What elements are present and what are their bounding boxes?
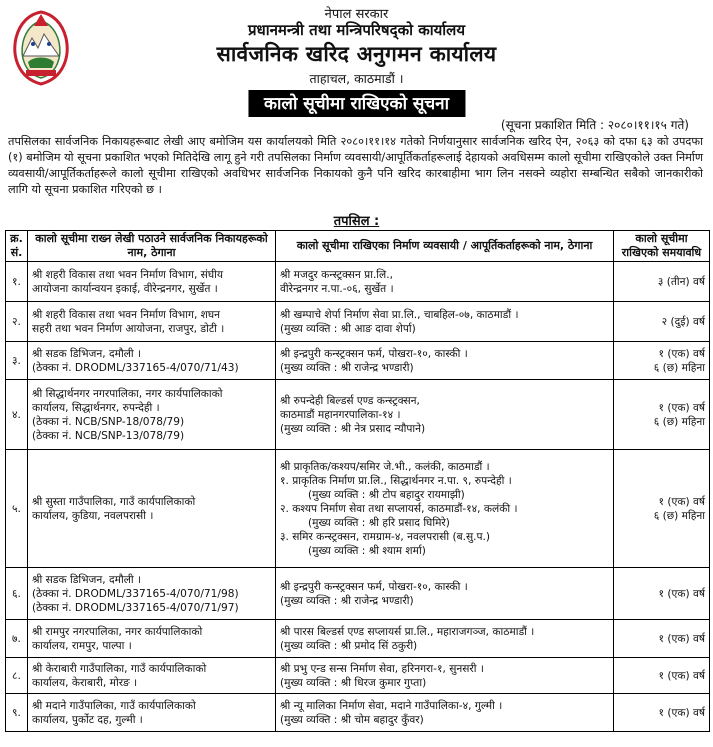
office-address: ताहाचल, काठमाडौं । — [309, 71, 404, 86]
supplier-cell-line: (मुख्य व्यक्ति : श्री प्रमोद सिं ठकुरी) — [280, 639, 418, 652]
public-entity-cell — [28, 450, 276, 568]
serial-number-cell: ५. — [6, 450, 28, 568]
public-entity-cell-line: श्री रामपुर नगरपालिका, नगर कार्यपालिकाको — [32, 625, 203, 638]
public-entity-cell — [28, 694, 276, 732]
public-entity-cell-line: श्री शहरी विकास तथा भवन निर्माण विभाग, संघीय — [32, 268, 223, 281]
period-cell — [614, 658, 710, 694]
public-entity-cell — [28, 342, 276, 380]
serial-number-cell: ३. — [6, 342, 28, 380]
public-entity-cell-line: (ठेक्का नं. DRODML/337165-4/070/71/98) — [32, 587, 239, 600]
table-row — [6, 658, 710, 694]
serial-number-cell: २. — [6, 302, 28, 342]
serial-number-cell: ४. — [6, 380, 28, 450]
period-cell — [614, 694, 710, 732]
period-cell-line: १ (एक) वर्ष — [658, 669, 705, 682]
public-entity-cell-line: कार्यालय, केराबारी, मोरङ । — [32, 676, 138, 689]
period-cell-line: २ (दुई) वर्ष — [661, 315, 705, 328]
public-entity-cell-line: कार्यालय, कुडिया, नवलपरासी । — [32, 509, 154, 522]
public-entity-cell-line: श्री मदाने गाउँपालिका, गाउँ कार्यपालिकाको — [32, 699, 196, 712]
supplier-cell — [276, 620, 614, 658]
supplier-cell — [276, 694, 614, 732]
supplier-cell — [276, 380, 614, 450]
public-entity-cell-line: सहरी तथा भवन निर्माण आयोजना, राजपुर, डोटी । — [32, 322, 225, 335]
supplier-cell-line: श्री प्रभु एन्ड सन्स निर्माण सेवा, हरिनगरा-१, सुनसरी । — [280, 662, 484, 675]
supplier-cell-line: (मुख्य व्यक्ति : श्री हरि प्रसाद घिमिरे) — [308, 516, 450, 529]
supplier-cell-line: वीरेन्द्रनगर न.पा.-०६, सुर्खेत । — [280, 282, 394, 295]
period-cell — [614, 568, 710, 620]
supplier-cell — [276, 568, 614, 620]
table-row — [6, 694, 710, 732]
supplier-cell-line: (मुख्य व्यक्ति : श्री श्याम शर्मा) — [308, 544, 426, 557]
public-entity-cell-line: आयोजना कार्यान्वयन इकाई, वीरेन्द्रनगर, सुर्खेत । — [32, 282, 218, 295]
period-cell — [614, 620, 710, 658]
supplier-cell-line: (मुख्य व्यक्ति : श्री राजेन्द्र भण्डारी) — [280, 594, 414, 607]
tapasil-heading: तपसिल : — [333, 214, 380, 229]
table-row — [6, 302, 710, 342]
public-entity-cell-line: श्री शहरी विकास तथा भवन निर्माण विभाग, शघन — [32, 308, 221, 321]
public-entity-cell — [28, 262, 276, 302]
supplier-cell-line: श्री इन्द्रपुरी कन्स्ट्रक्सन फर्म, पोखरा-१०, कास्की । — [280, 347, 468, 360]
supplier-cell-line: १. प्राकृतिक निर्माण प्रा.लि., सिद्धार्थनगर न.पा. ९, रुपन्देही । — [280, 474, 512, 487]
header-supplier: कालो सूचीमा राखिएका निर्माण व्यवसायी / आपूर्तिकर्ताहरूको नाम, ठेगाना — [276, 231, 614, 262]
public-entity-cell — [28, 568, 276, 620]
supplier-cell-line: श्री रुपन्देही बिल्डर्स एण्ड कन्स्ट्रक्सन, — [280, 394, 420, 407]
intro-paragraph: तपसिलका सार्वजनिक निकायहरूबाट लेखी आए बमोजिम यस कार्यालयको मिति २०८०।११।१४ गतेको निर्णयानुसार सार्वजनिक खरिद ऐन, २०६३ को दफा ६३ को उपदफा (१) बमोजिम यो सूचना प्रकाशित भएको मितिदेखि लागू हुने गरी तपसिलका निर्माण व्यवसायी/आपूर्तिकर्ताहरूलाई देहायको अवधिसम्म कालो सूचीमा राखिएकोले उक्त निर्माण व्यवसायी/आपूर्तिकर्ताहरूले कालो सूचीमा राखिएको अवधिभर सार्वजनिक निकायको कुनै पनि खरिद कारबाहीमा भाग लिन नसक्ने व्यहोरा सम्बन्धित सबैको जानकारीको लागि यो सूचना प्रकाशित गरिएको छ । — [8, 135, 703, 196]
table-row — [6, 380, 710, 450]
period-cell — [614, 450, 710, 568]
publication-date: (सूचना प्रकाशित मिति : २०८०।११।१५ गते) — [500, 118, 689, 132]
table-row — [6, 450, 710, 568]
supplier-cell-line: (मुख्य व्यक्ति : श्री टोप बहादुर रायमाझी) — [308, 488, 465, 501]
supplier-cell-line: श्री मजदुर कन्स्ट्रक्सन प्रा.लि., — [280, 268, 393, 281]
government-name: नेपाल सरकार — [324, 7, 389, 22]
public-entity-cell-line: (ठेक्का नं. NCB/SNP-18/078/79) — [32, 415, 185, 428]
period-cell — [614, 262, 710, 302]
supplier-cell-line: (मुख्य व्यक्ति : श्री राजेन्द्र भण्डारी) — [280, 361, 414, 374]
supplier-cell-line: श्री इन्द्रपुरी कन्स्ट्रक्सन फर्म, पोखरा-१०, कास्की । — [280, 580, 468, 593]
supplier-cell-line: श्री पारस बिल्डर्स एण्ड सप्लायर्स प्रा.लि., महाराजगञ्ज, काठमाडौं । — [280, 625, 535, 638]
table-header-row — [6, 231, 710, 262]
public-entity-cell-line: (ठेक्का नं. DRODML/337165-4/070/71/97) — [32, 601, 239, 614]
header-public-entity: कालो सूचीमा राख्न लेखी पठाउने सार्वजनिक निकायहरूको नाम, ठेगाना — [28, 231, 276, 262]
period-cell-line: ६ (छ) महिना — [653, 415, 705, 428]
supplier-cell-line: २. कश्यप निर्माण सेवा तथा सप्लायर्स, काठमाडौं-१४, कलंकी । — [280, 502, 518, 515]
public-entity-cell-line: कार्यालय, सिद्धार्थनगर, रुपन्देही । — [32, 401, 160, 414]
period-cell — [614, 380, 710, 450]
serial-number-cell: ७. — [6, 620, 28, 658]
table-row — [6, 262, 710, 302]
period-cell-line: ६ (छ) महिना — [653, 509, 705, 522]
notice-title: कालो सूचीमा राखिएको सूचना — [248, 90, 465, 117]
public-entity-cell-line: कार्यालय, पुर्कोट दह, गुल्मी । — [32, 713, 143, 726]
office-name: सार्वजनिक खरिद अनुगमन कार्यालय — [216, 42, 497, 66]
period-cell-line: १ (एक) वर्ष — [658, 401, 705, 414]
blacklist-table — [5, 230, 710, 732]
period-cell-line: ६ (छ) महिना — [653, 361, 705, 374]
public-entity-cell-line: कार्यालय, रामपुर, पाल्पा । — [32, 639, 132, 652]
serial-number-cell: ६. — [6, 568, 28, 620]
period-cell-line: १ (एक) वर्ष — [658, 632, 705, 645]
public-entity-cell — [28, 380, 276, 450]
serial-number-cell: ९. — [6, 694, 28, 732]
public-entity-cell-line: श्री सडक डिभिजन, दमौली । — [32, 347, 142, 360]
table-body — [6, 262, 710, 732]
period-cell-line: ३ (तीन) वर्ष — [657, 275, 705, 288]
supplier-cell-line: श्री प्राकृतिक/कश्यप/समिर जे.भी., कलंकी, काठमाडौं । — [280, 460, 490, 473]
public-entity-cell — [28, 302, 276, 342]
supplier-cell — [276, 450, 614, 568]
supplier-cell-line: ३. समिर कन्स्ट्रक्सन, रामग्राम-४, नवलपरासी (ब.सु.प.) — [280, 530, 491, 543]
table-row — [6, 568, 710, 620]
supplier-cell-line: श्री खम्पाचे शेर्पा निर्माण सेवा प्रा.लि., चाबहिल-०७, काठमाडौं । — [280, 308, 519, 321]
period-cell-line: १ (एक) वर्ष — [658, 706, 705, 719]
supplier-cell-line: (मुख्य व्यक्ति : श्री धिरज कुमार गुप्ता) — [280, 676, 427, 689]
parent-office-name: प्रधानमन्त्री तथा मन्त्रिपरिषद्‌को कार्यालय — [247, 21, 466, 39]
public-entity-cell-line: श्री केराबारी गाउँपालिका, गाउँ कार्यपालिकाको — [32, 662, 207, 675]
header-period: कालो सूचीमा राखिएको समयावधि — [614, 231, 710, 262]
supplier-cell — [276, 658, 614, 694]
supplier-cell-line: श्री न्यू मालिका निर्माण सेवा, मदाने गाउँपालिका-४, गुल्मी । — [280, 699, 503, 712]
public-entity-cell-line: श्री सिद्धार्थनगर नगरपालिका, नगर कार्यपालिकाको — [32, 387, 223, 400]
serial-number-cell: ८. — [6, 658, 28, 694]
period-cell — [614, 342, 710, 380]
period-cell-line: १ (एक) वर्ष — [658, 495, 705, 508]
supplier-cell-line: (मुख्य व्यक्ति : श्री चोम बहादुर कुँवर) — [280, 713, 424, 726]
public-entity-cell — [28, 658, 276, 694]
public-entity-cell-line: (ठेक्का नं. NCB/SNP-13/078/79) — [32, 429, 185, 442]
table-row — [6, 342, 710, 380]
public-entity-cell-line: (ठेक्का नं. DRODML/337165-4/070/71/43) — [32, 361, 239, 374]
serial-number-cell: १. — [6, 262, 28, 302]
period-cell — [614, 302, 710, 342]
supplier-cell-line: (मुख्य व्यक्ति : श्री नेत्र प्रसाद न्यौपाने) — [280, 422, 426, 435]
period-cell-line: १ (एक) वर्ष — [658, 347, 705, 360]
supplier-cell — [276, 342, 614, 380]
public-entity-cell — [28, 620, 276, 658]
supplier-cell — [276, 302, 614, 342]
table-row — [6, 620, 710, 658]
letterhead — [0, 0, 713, 114]
supplier-cell-line: काठमाडौं महानगरपालिका-१४ । — [280, 408, 401, 421]
supplier-cell-line: (मुख्य व्यक्ति : श्री आङ दावा शेर्पा) — [280, 322, 416, 335]
supplier-cell — [276, 262, 614, 302]
period-cell-line: १ (एक) वर्ष — [658, 587, 705, 600]
public-entity-cell-line: श्री सडक डिभिजन, दमौली । — [32, 573, 142, 586]
header-serial-number: क्र. सं. — [6, 231, 28, 262]
public-entity-cell-line: श्री सुस्ता गाउँपालिका, गाउँ कार्यपालिकाको — [32, 495, 196, 508]
